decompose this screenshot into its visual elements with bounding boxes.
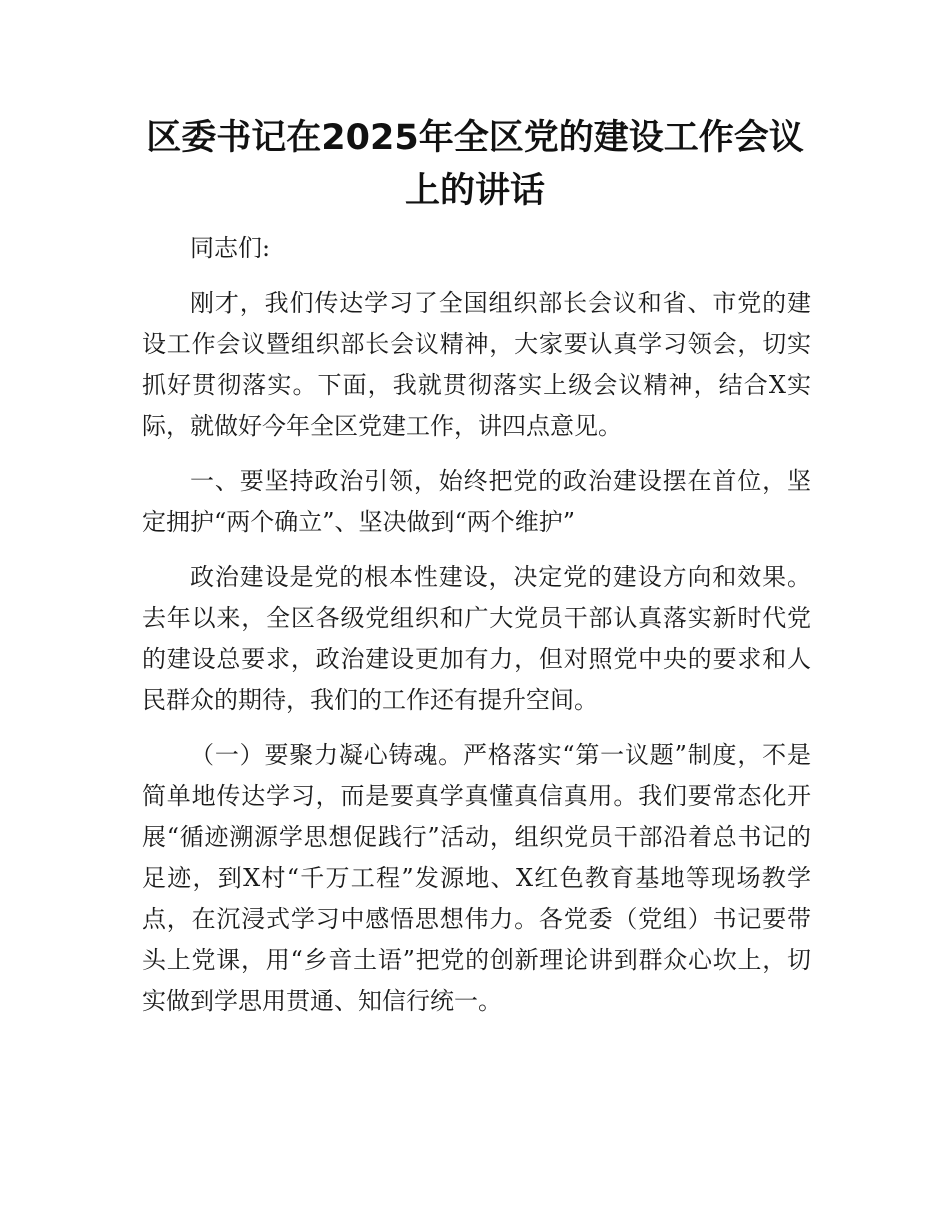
paragraph-intro: 刚才，我们传达学习了全国组织部长会议和省、市党的建设工作会议暨组织部长会议精神，大家要认真学习领会，切实抓好贯彻落实。下面，我就贯彻落实上级会议精神，结合X实际，就做好今年全区党建工作，讲四点意见。 (142, 289, 811, 440)
paragraph-political-building: 政治建设是党的根本性建设，决定党的建设方向和效果。去年以来，全区各级党组织和广大党员干部认真落实新时代党的建设总要求，政治建设更加有力，但对照党中央的要求和人民群众的期待，我们的工作还有提升空间。 (142, 563, 811, 714)
salutation: 同志们: (190, 234, 271, 262)
section-heading-1: 一、要坚持政治引领，始终把党的政治建设摆在首位，坚定拥护“两个确立”、坚决做到“两个维护” (142, 467, 811, 536)
paragraph-subsection-1: （一）要聚力凝心铸魂。严格落实“第一议题”制度，不是简单地传达学习，而是要真学真懂真信真用。我们要常态化开展“循迹溯源学思想促践行”活动，组织党员干部沿着总书记的足迹，到X村“千万工程”发源地、X红色教育基地等现场教学点，在沉浸式学习中感悟思想伟力。各党委（党组）书记要带头上党课，用“乡音土语”把党的创新理论讲到群众心坎上，切实做到学思用贯通、知信行统一。 (142, 741, 811, 1015)
document-title: 区委书记在2025年全区党的建设工作会议上的讲话 (146, 118, 804, 211)
document-body (142, 228, 811, 1036)
